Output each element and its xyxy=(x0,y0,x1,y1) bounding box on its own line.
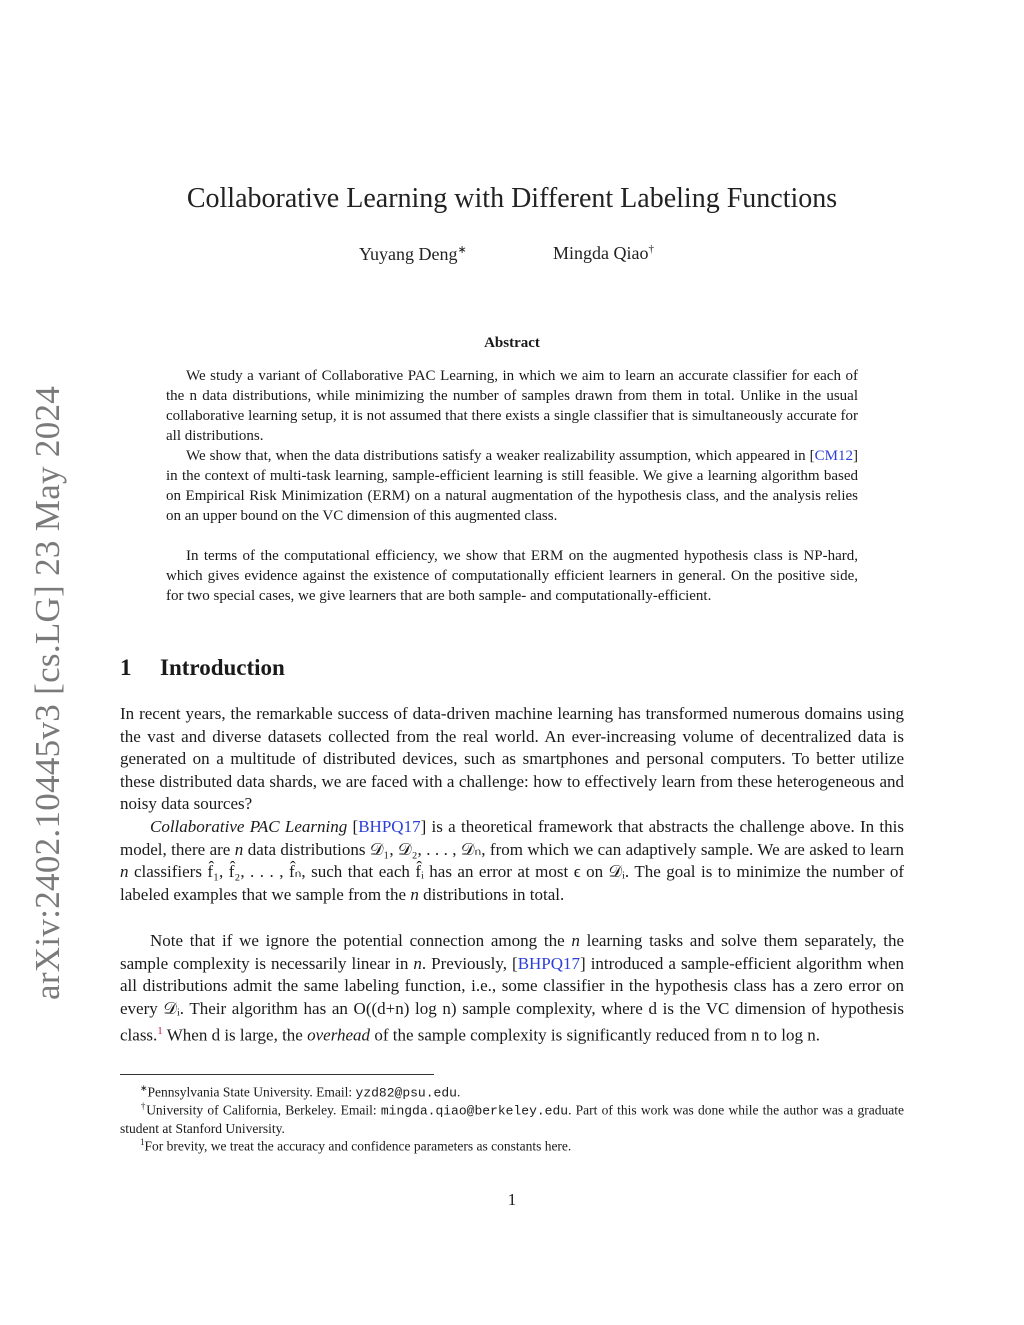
paper-title: Collaborative Learning with Different Labeling Functions xyxy=(186,183,838,214)
abstract-paragraph-1 xyxy=(166,366,858,446)
intro-p3-italic: overhead xyxy=(307,1025,371,1045)
footnote-2 xyxy=(120,1098,904,1137)
abstract-p2-text-b: ] in the context of multi-task learning, sample-efficient learning is still feasible. We give a learning algorithm based on Empirical Risk Minimization (ERM) on a natural augmentation of the hypothesis class, and the analysis relies on an upper bound on the VC dimension of this augmented class. xyxy=(166,448,858,524)
citation-link[interactable]: BHPQ17 xyxy=(517,953,581,973)
abstract-p2-text-a: We show that, when the data distributions satisfy a weaker realizability assumption, which appeared in [ xyxy=(186,448,815,464)
abstract-p3-text: In terms of the computational efficiency, we show that ERM on the augmented hypothesis class is NP-hard, which gives evidence against the existence of computationally efficient learners in general. On the positive side, for two special cases, we give learners that are both sample- and computationally-efficient. xyxy=(166,548,858,604)
footnote-link[interactable]: 1 xyxy=(157,1025,163,1037)
abstract-heading: Abstract xyxy=(484,335,540,351)
footnote-text: University of California, Berkeley. Email: xyxy=(146,1102,381,1118)
author-2 xyxy=(553,243,654,264)
intro-paragraph-1: In recent years, the remarkable success of data-driven machine learning has transformed numerous domains using the vast and diverse datasets collected from the real world. An ever-increasing volume of decentralized data is generated on a multitude of distributed devices, such as smartphones and personal computers. To better utilize these distributed data shards, we are faced with a challenge: how to effectively learn from these heterogeneous and noisy data sources? xyxy=(120,704,904,813)
intro-p2-italic: Collaborative PAC Learning xyxy=(150,817,348,836)
footnote-mark: 1 xyxy=(140,1137,145,1147)
author-1 xyxy=(359,243,467,265)
footnote-text: Pennsylvania State University. Email: xyxy=(147,1084,356,1100)
intro-paragraph-3: Note that if we ignore the potential connection among the n learning tasks and solve them separately, the sample complexity is necessarily linear in n. Previously, [BHPQ17] introduced a sample-efficient algorithm when all distributions admit the same labeling function, i.e., some classifier in the hypothesis class has a zero error on every 𝒟ᵢ. Their algorithm has an O((d+n) log n) sample complexity, where d is the VC dimension of hypothesis class.$^1$ When d is large, the overhead of the sample complexity is significantly reduced from n to log n. xyxy=(120,931,904,1045)
footnote-email[interactable]: mingda.qiao@berkeley.edu xyxy=(380,1103,569,1119)
footnote-mark: † xyxy=(140,1101,147,1111)
intro-p3-text-e: When d is large, the xyxy=(162,1025,308,1045)
author-name: Mingda Qiao xyxy=(553,243,649,263)
footnote-text: For brevity, we treat the accuracy and confidence parameters as constants here. xyxy=(144,1138,572,1154)
arxiv-identifier: arXiv:2402.10445v3 [cs.LG] 23 May 2024 xyxy=(28,385,67,1000)
page-number: 1 xyxy=(507,1190,517,1209)
footnote-mark: ∗ xyxy=(140,1083,148,1093)
intro-p3-text-f: of the sample complexity is significantly reduced from n to log n. xyxy=(370,1025,820,1045)
intro-p3-text-b: learning tasks and solve them separately, the sample complexity is necessarily linear in xyxy=(120,931,904,973)
section-number: 1 xyxy=(120,655,132,680)
author-mark: ∗ xyxy=(457,244,467,256)
author-name: Yuyang Deng xyxy=(359,244,458,264)
author-mark: † xyxy=(648,243,654,255)
footnote-divider xyxy=(120,1074,434,1075)
citation-link[interactable]: CM12 xyxy=(814,448,853,464)
section-heading xyxy=(120,655,285,681)
abstract-paragraph-2 xyxy=(166,446,858,526)
intro-p2-text-a: is a theoretical framework that abstracts the challenge above. In this model, there are xyxy=(120,817,904,859)
intro-p2-text-c: classifiers f̂₁, f̂₂, . . . , f̂ₙ, such that each f̂ᵢ has an error at most ϵ on 𝒟ᵢ. The goal is to minimize the number of labeled examples that we sample from the xyxy=(120,862,904,904)
intro-p2-text-d: distributions in total. xyxy=(418,884,565,904)
footnote-after: . Part of this work was done while the author was a graduate student at Stanford University. xyxy=(120,1102,904,1136)
intro-paragraph-2: Collaborative PAC Learning [BHPQ17] is a theoretical framework that abstracts the challenge above. In this model, there are n data distributions 𝒟₁, 𝒟₂, . . . , 𝒟ₙ, from which we can adaptively sample. We are asked to learn n classifiers f̂₁, f̂₂, . . . , f̂ₙ, such that each f̂ᵢ has an error at most ϵ on 𝒟ᵢ. The goal is to minimize the number of labeled examples that we sample from the n distributions in total. xyxy=(120,817,905,904)
abstract-p1-text: We study a variant of Collaborative PAC Learning, in which we aim to learn an accurate classifier for each of the n data distributions, while minimizing the number of samples drawn from them in total. Unlike in the usual collaborative learning setup, it is not assumed that there exists a single classifier that is simultaneously accurate for all distributions. xyxy=(166,368,858,444)
footnote-3 xyxy=(120,1134,904,1155)
section-title: Introduction xyxy=(160,655,285,680)
citation-link[interactable]: BHPQ17 xyxy=(358,817,421,836)
intro-p3-text-a: Note that if we ignore the potential connection among the xyxy=(150,931,572,950)
intro-p3-text-d: ] introduced a sample-efficient algorithm when all distributions admit the same labeling function, i.e., some classifier in the hypothesis class has a zero error on every 𝒟ᵢ. Their algorithm has an O((d+n) log n) sample complexity, where d is the VC dimension of hypothesis class. xyxy=(120,953,904,1045)
footnote-email[interactable]: yzd82@psu.edu xyxy=(355,1085,457,1101)
intro-p2-text-b: data distributions 𝒟₁, 𝒟₂, . . . , 𝒟ₙ, from which we can adaptively sample. We are asked to learn xyxy=(243,839,905,859)
footnote-after: . xyxy=(456,1084,461,1100)
abstract-paragraph-3 xyxy=(166,546,858,606)
intro-p3-text-c: . Previously, [ xyxy=(421,953,518,973)
